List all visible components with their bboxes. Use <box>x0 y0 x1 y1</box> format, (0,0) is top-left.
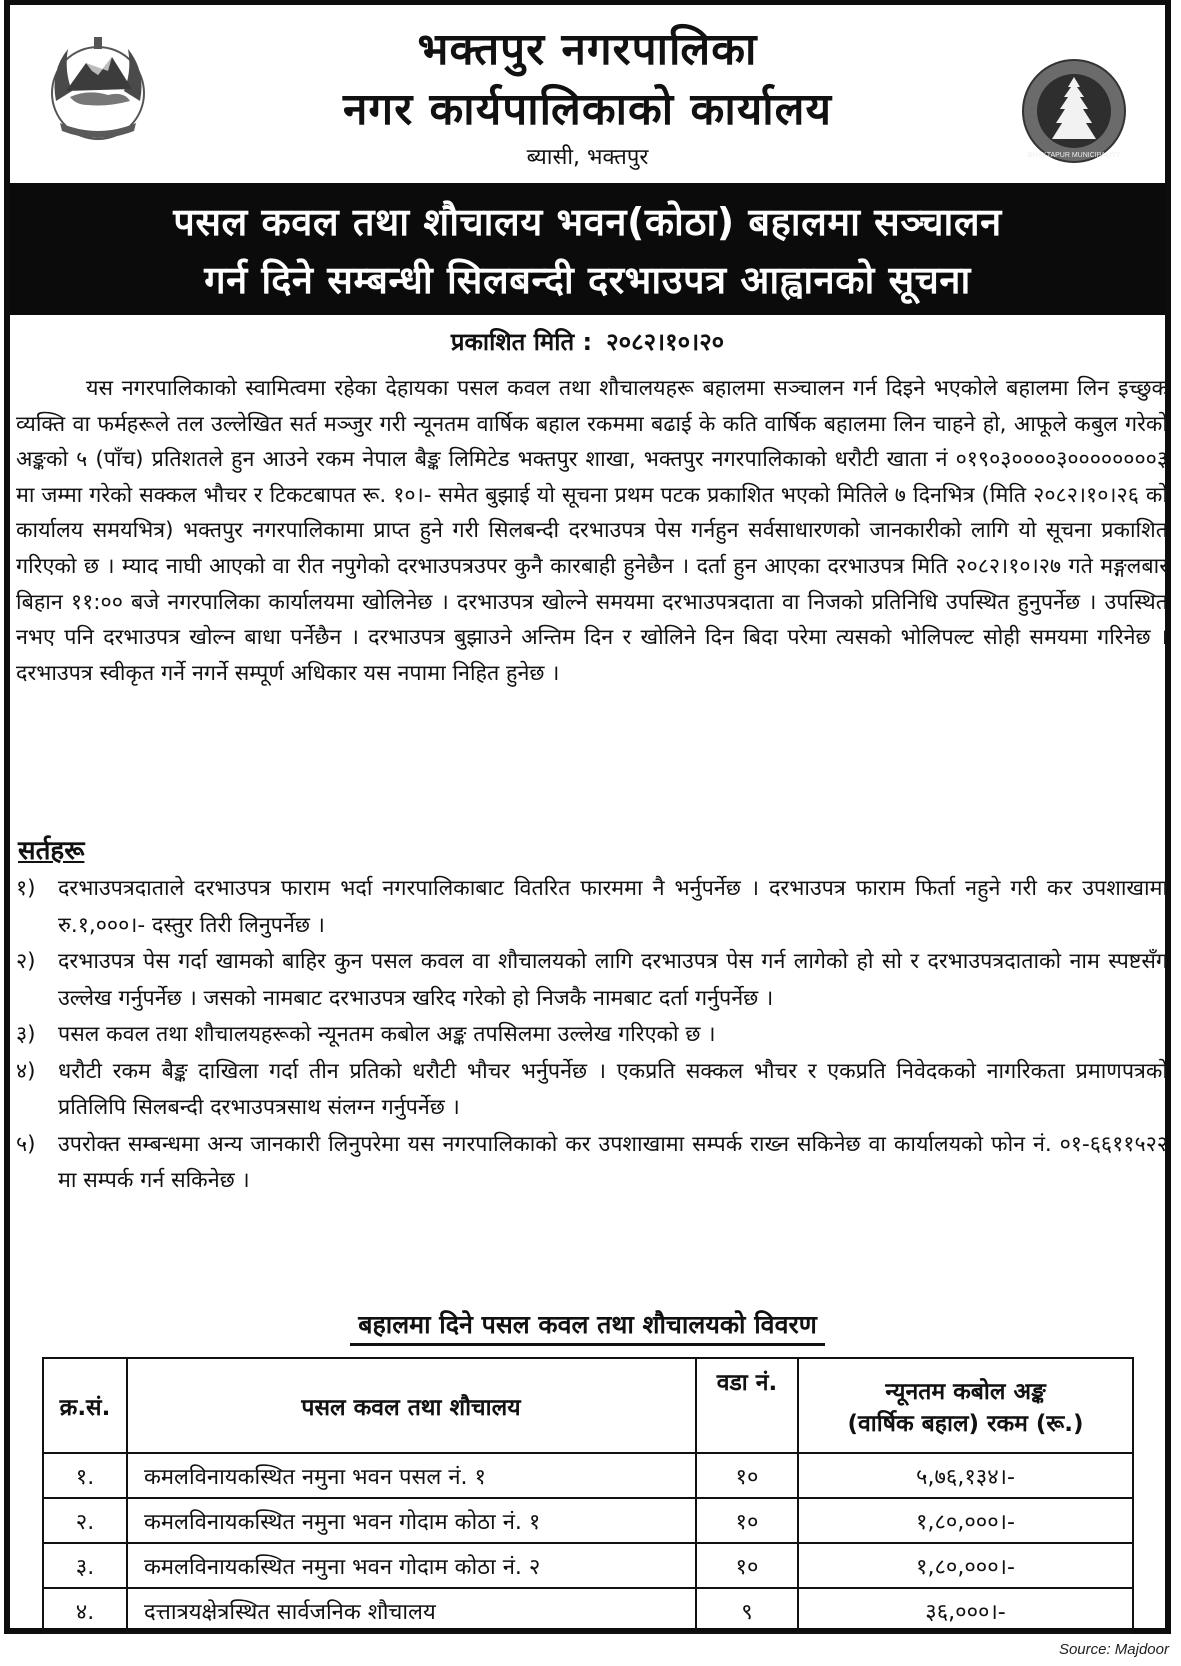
notice-body-paragraph: यस नगरपालिकाको स्वामित्वमा रहेका देहायका पसल कवल तथा शौचालयहरू बहालमा सञ्चालन गर्न दिइने भएकोले बहालमा लिन इच्छुक व्यक्ति वा फर्महरूले तल उल्लेखित सर्त मञ्जुर गरी न्यूनतम वार्षिक बहाल रकममा बढाई के कति वार्षिक बहालमा लिन चाहने हो, आफूले कबुल गरेको अङ्कको ५ (पाँच) प्रतिशतले हुन आउने रकम नेपाल बैङ्क लिमिटेड भक्तपुर शाखा, भक्तपुर नगरपालिकाको धरौटी खाता नं ०१९०३००००३००००००००३ मा जम्मा गरेको सक्कल भौचर र टिकटबापत रू. १०।- समेत बुझाई यो सूचना प्रथम पटक प्रकाशित भएको मितिले ७ दिनभित्र (मिति २०८२।१०।२६ को कार्यालय समयभित्र) भक्तपुर नगरपालिकामा प्राप्त हुने गरी सिलबन्दी दरभाउपत्र पेस गर्नहुन सर्वसाधारणको जानकारीको लागि यो सूचना प्रकाशित गरिएको छ । म्याद नाघी आएको वा रीत नपुगेको दरभाउपत्रउपर कुनै कारबाही हुनेछैन । दर्ता हुन आएका दरभाउपत्र मिति २०८२।१०।२७ गते मङ्गलबार बिहान ११:०० बजे नगरपालिका कार्यालयमा खोलिनेछ । दरभाउपत्र खोल्ने समयमा दरभाउपत्रदाता वा निजको प्रतिनिधि उपस्थित हुनुपर्नेछ । उपस्थित नभए पनि दरभाउपत्र खोल्न बाधा पर्नेछैन । दरभाउपत्र बुझाउने अन्तिम दिन र खोलिने दिन बिदा परेमा त्यसको भोलिपल्ट सोही समयमा गरिनेछ । दरभाउपत्र स्वीकृत गर्ने नगर्ने सम्पूर्ण अधिकार यस नपामा निहित हुनेछ । <box>16 376 1168 686</box>
rental-properties-table <box>42 1357 1134 1634</box>
header-min-amount-line1: न्यूनतम कबोल अङ्क <box>885 1378 1046 1405</box>
table-row <box>43 1498 1133 1543</box>
notice-header <box>10 5 1165 182</box>
conditions-list <box>16 871 1168 1200</box>
condition-item <box>16 1017 1168 1054</box>
table-row <box>43 1453 1133 1498</box>
condition-text: धरौटी रकम बैङ्क दाखिला गर्दा तीन प्रतिको धरौटी भौचर भर्नुपर्नेछ । एकप्रति सक्कल भौचर र एकप्रति निवेदकको नागरिकता प्रमाणपत्रको प्रतिलिपि सिलबन्दी दरभाउपत्रसाथ संलग्न गर्नुपर्नेछ । <box>58 1058 1168 1120</box>
table-header-row <box>43 1358 1133 1453</box>
office-address: ब्यासी, भक्तपुर <box>526 145 649 170</box>
title-band <box>10 183 1165 315</box>
cell-amount: १,८०,०००।- <box>798 1543 1133 1588</box>
table-title-text: बहालमा दिने पसल कवल तथा शौचालयको विवरण <box>350 1307 825 1346</box>
table-title <box>10 1307 1165 1346</box>
header-serial: क्र.सं. <box>43 1358 127 1453</box>
publication-date-label: प्रकाशित मिति : <box>450 328 593 356</box>
condition-number: ३) <box>16 1022 36 1047</box>
table-row <box>43 1588 1133 1633</box>
cell-serial: ४. <box>43 1588 127 1633</box>
source-credit: Source: Majdoor <box>1058 1641 1169 1658</box>
cell-property: कमलविनायकस्थित नमुना भवन गोदाम कोठा नं. १ <box>127 1498 696 1543</box>
cell-serial: ३. <box>43 1543 127 1588</box>
condition-item <box>16 871 1168 944</box>
cell-ward: ९ <box>696 1588 798 1633</box>
condition-item <box>16 944 1168 1017</box>
condition-number: १) <box>16 876 36 901</box>
municipality-name: भक्तपुर नगरपालिका <box>417 24 758 75</box>
cell-property: कमलविनायकस्थित नमुना भवन गोदाम कोठा नं. २ <box>127 1543 696 1588</box>
header-min-amount-line2: (वार्षिक बहाल) रकम (रू.) <box>847 1410 1084 1437</box>
condition-number: ४) <box>16 1058 36 1084</box>
condition-number: २) <box>16 949 36 974</box>
publication-date-value: २०८२।१०।२० <box>606 328 725 356</box>
notice-title-line1: पसल कवल तथा शौचालय भवन(कोठा) बहालमा सञ्चालन <box>173 200 1002 244</box>
condition-text: पसल कवल तथा शौचालयहरूको न्यूनतम कबोल अङ्क तपसिलमा उल्लेख गरिएको छ । <box>58 1022 716 1047</box>
cell-amount: ३६,०००।- <box>798 1588 1133 1633</box>
cell-property: दत्तात्रयक्षेत्रस्थित सार्वजनिक शौचालय <box>127 1588 696 1633</box>
office-name: नगर कार्यपालिकाको कार्यालय <box>343 84 832 135</box>
condition-text: दरभाउपत्र पेस गर्दा खामको बाहिर कुन पसल कवल वा शौचालयको लागि दरभाउपत्र पेस गर्न लागेको हो सो र दरभाउपत्रदाताको नाम स्पष्टसँग उल्लेख गर्नुपर्नेछ । जसको नामबाट दरभाउपत्र खरिद गरेको हो निजकै नामबाट दर्ता गर्नुपर्नेछ । <box>58 949 1168 1011</box>
conditions-heading: सर्तहरू <box>18 836 85 866</box>
notice-title-line2: गर्न दिने सम्बन्धी सिलबन्दी दरभाउपत्र आह्वानको सूचना <box>204 258 971 302</box>
condition-text: दरभाउपत्रदाताले दरभाउपत्र फाराम भर्दा नगरपालिकाबाट वितरित फारममा नै भर्नुपर्नेछ । दरभाउपत्र फाराम फिर्ता नहुने गरी कर उपशाखामा रु.१,०००।- दस्तुर तिरी लिनुपर्नेछ । <box>58 876 1168 938</box>
cell-serial: १. <box>43 1453 127 1498</box>
cell-ward: १० <box>696 1453 798 1498</box>
notice-frame <box>4 0 1171 1634</box>
condition-text: उपरोक्त सम्बन्धमा अन्य जानकारी लिनुपरेमा यस नगरपालिकाको कर उपशाखामा सम्पर्क राख्न सकिनेछ वा कार्यालयको फोन नं. ०१-६६११५२२ मा सम्पर्क गर्न सकिनेछ । <box>58 1131 1168 1193</box>
cell-amount: १,८०,०००।- <box>798 1498 1133 1543</box>
cell-property: कमलविनायकस्थित नमुना भवन पसल नं. १ <box>127 1453 696 1498</box>
publication-date <box>10 325 1165 358</box>
header-ward: वडा नं. <box>696 1358 798 1453</box>
condition-number: ५) <box>16 1131 36 1157</box>
table-row <box>43 1543 1133 1588</box>
cell-ward: १० <box>696 1498 798 1543</box>
header-min-amount <box>798 1358 1133 1453</box>
header-property: पसल कवल तथा शौचालय <box>127 1358 696 1453</box>
bhaktapur-municipality-seal-icon <box>1020 57 1128 165</box>
cell-ward: १० <box>696 1543 798 1588</box>
condition-item <box>16 1127 1168 1200</box>
cell-serial: २. <box>43 1498 127 1543</box>
seal-text: BHAKTAPUR MUNICIPALITY <box>1027 152 1121 159</box>
condition-item <box>16 1054 1168 1127</box>
cell-amount: ५,७६,१३४।- <box>798 1453 1133 1498</box>
